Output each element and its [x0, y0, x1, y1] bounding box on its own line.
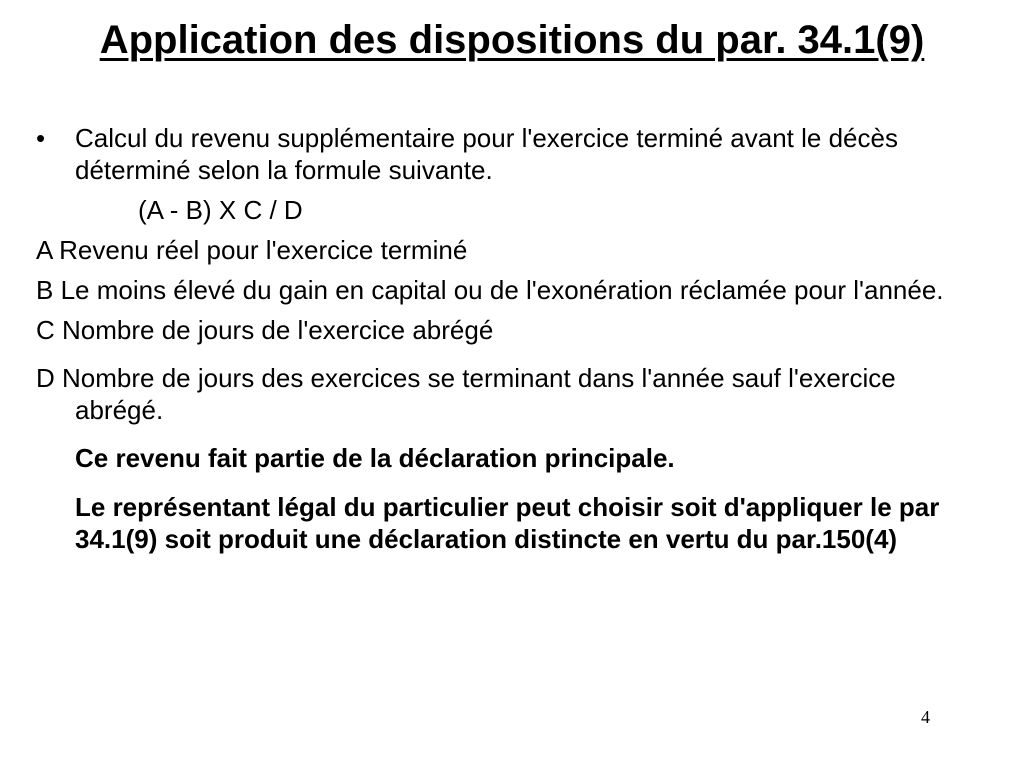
bullet-dot-icon: • [36, 123, 46, 153]
page-number: 4 [921, 707, 930, 727]
bullet-text: Calcul du revenu supplémentaire pour l'exercice terminé avant le décès déterminé selon la formule suivante. [75, 123, 898, 185]
formula: (A - B) X C / D [138, 195, 303, 225]
bullet-item [36, 122, 986, 186]
slide-title: Application des dispositions du par. 34.1(9) [99, 18, 925, 62]
definition-d: D Nombre de jours des exercices se terminant dans l'année sauf l'exercice abrégé. [36, 363, 896, 425]
definition-a: A Revenu réel pour l'exercice terminé [36, 235, 468, 265]
note-principal-return: Ce revenu fait partie de la déclaration principale. [75, 443, 675, 473]
definition-c: C Nombre de jours de l'exercice abrégé [36, 315, 494, 345]
definition-b: B Le moins élevé du gain en capital ou de l'exonération réclamée pour l'année. [36, 275, 944, 305]
slide-body [36, 122, 986, 555]
note-legal-representative: Le représentant légal du particulier peut choisir soit d'appliquer le par 34.1(9) soit produit une déclaration distincte en vertu du par.150(4) [75, 492, 940, 554]
